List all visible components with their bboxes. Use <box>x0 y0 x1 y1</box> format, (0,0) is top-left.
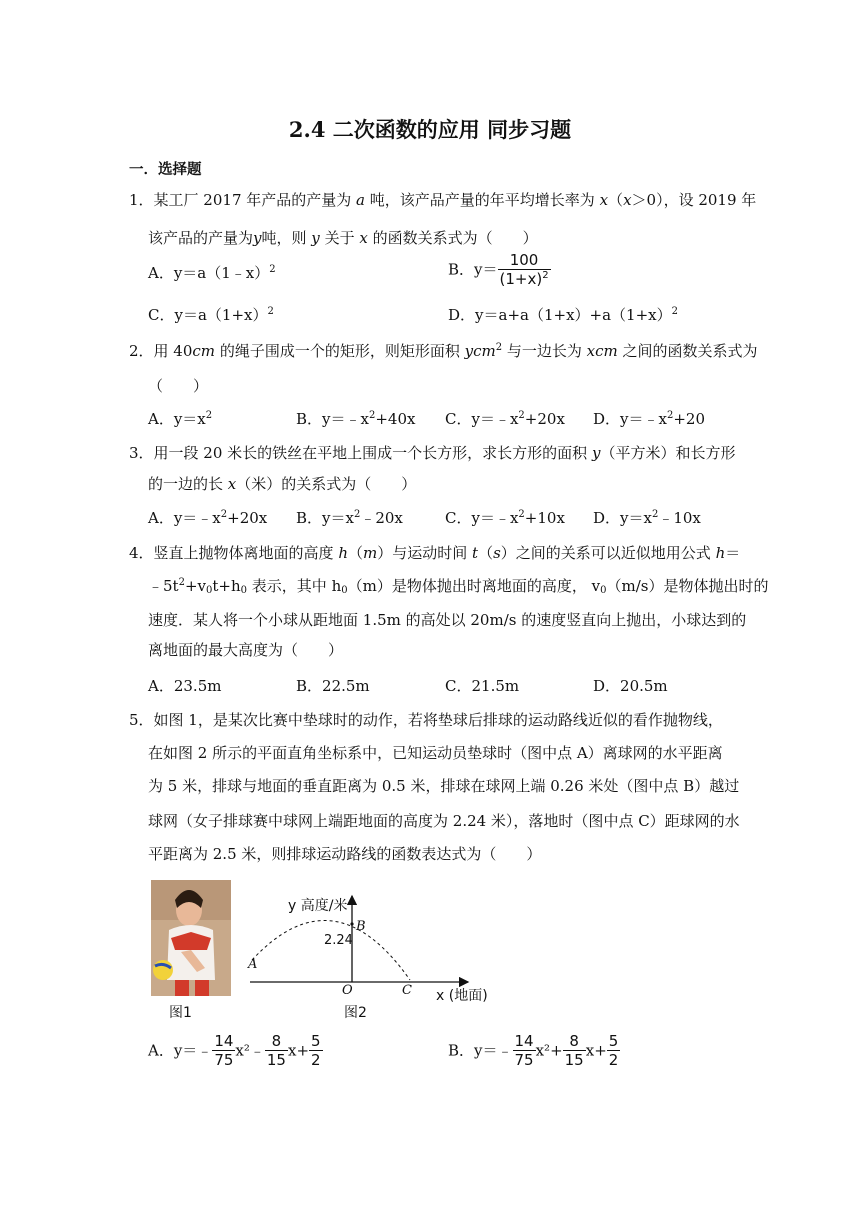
question-2-option-c[interactable]: C．$y=﹣x^2+20x$ <box>445 410 565 428</box>
figure-2-diagram <box>238 890 500 1020</box>
figure-2-label: 图2 <box>344 1005 367 1021</box>
question-5-line-3: 为 5 米，排球与地面的垂直距离为 0.5 米，排球在球网上端 0.26 米处（图中点 B）越过 <box>148 777 740 795</box>
question-5-option-b[interactable]: B．y＝﹣ $\frac{14}{75}$ x²+ $\frac{8}{15}$ x+ $\frac{5}{2}$ <box>448 1032 619 1069</box>
question-5-option-a[interactable]: A．y＝﹣ $\frac{14}{75}$ x²﹣ $\frac{8}{15}$ x+ $\frac{5}{2}$ <box>148 1032 321 1069</box>
question-5-line-1: 5．如图 1，是某次比赛中垫球时的动作，若将垫球后排球的运动路线近似的看作抛物线， <box>129 711 723 729</box>
question-2-option-d[interactable]: D．$y=﹣x^2+20$ <box>593 410 705 428</box>
question-4-option-c[interactable]: C．21.5m <box>445 677 520 695</box>
question-4-line-3: 速度．某人将一个小球从距地面 1.5m 的高处以 20m/s 的速度竖直向上抛出，小球达到的 <box>148 611 747 629</box>
page-title: 2.4 二次函数的应用 同步习题 <box>288 117 572 142</box>
question-5-line-5: 平距离为 2.5 米，则排球运动路线的函数表达式为（ ） <box>148 845 542 863</box>
question-1-option-b[interactable]: B．y＝ $\frac{100}{(1+x)^2}$ <box>448 251 549 288</box>
question-4-line-2: $﹣5t^2+v_0t+h_0$ 表示，其中 $h_0(m)$是物体抛出时离地面的高度， $v_0(m/s)$是物体抛出时的 <box>148 577 769 596</box>
figure-1-label: 图1 <box>169 1005 192 1021</box>
point-c-label: C <box>402 983 412 998</box>
tick-label-2-24: 2.24 <box>324 933 353 948</box>
question-3-option-c[interactable]: C．$y=﹣x^2+10x$ <box>445 509 565 527</box>
parabola-path <box>252 920 410 980</box>
section-heading: 一．选择题 <box>129 161 202 178</box>
question-4-option-d[interactable]: D．20.5m <box>593 677 668 695</box>
question-1-option-a[interactable]: A．y＝a（1﹣x）$^2$ <box>148 264 276 282</box>
question-3-option-b[interactable]: B．$y=x^2﹣20x$ <box>296 509 403 527</box>
question-3-option-d[interactable]: D．$y=x^2﹣10x$ <box>593 509 701 527</box>
question-2-option-a[interactable]: A．$y=x^2$ <box>148 410 213 428</box>
question-1-option-c[interactable]: C．$y=a(1+x)^2$ <box>148 306 274 324</box>
question-2-line-1: 2．用 40cm 的绳子围成一个的矩形，则矩形面积 ycm$^2$ 与一边长为 xcm 之间的函数关系式为 <box>129 342 758 360</box>
question-1-option-d[interactable]: D．$y=a+a(1+x)+a(1+x)^2$ <box>448 306 678 324</box>
origin-label: O <box>342 983 353 998</box>
x-axis-label: x (地面) <box>436 988 488 1004</box>
point-b-label: B <box>356 919 366 934</box>
fraction: $\frac{100}{(1+x)^2}$ <box>499 251 549 288</box>
question-3-option-a[interactable]: A．$y=﹣x^2+20x$ <box>148 509 268 527</box>
question-4-line-4: 离地面的最大高度为（ ） <box>148 641 344 659</box>
question-1-line-2: 该产品的产量为y吨，则 y 关于 x 的函数关系式为（ ） <box>148 229 538 247</box>
y-axis-label: y 高度/米 <box>288 898 348 914</box>
question-3-line-2: 的一边的长 x（米）的关系式为（ ） <box>148 475 417 493</box>
question-2-line-2: （ ） <box>148 377 209 395</box>
question-1-line-1: 1．某工厂 2017 年产品的产量为 a 吨，该产品产量的年平均增长率为 x（x＞0），设 2019 年 <box>129 191 757 209</box>
question-5-line-2: 在如图 2 所示的平面直角坐标系中，已知运动员垫球时（图中点 A）离球网的水平距离 <box>148 744 723 762</box>
question-5-line-4: 球网（女子排球赛中球网上端距地面的高度为 2.24 米），落地时（图中点 C）距球网的水 <box>148 812 740 830</box>
question-3-line-1: 3．用一段 20 米长的铁丝在平地上围成一个长方形，求长方形的面积 y（平方米）和长方形 <box>129 444 736 462</box>
question-4-line-1: 4．竖直上抛物体离地面的高度 h（m）与运动时间 t（s）之间的关系可以近似地用公式 h＝ <box>129 544 741 562</box>
question-4-option-a[interactable]: A．23.5m <box>148 677 222 695</box>
point-a-label: A <box>248 957 258 972</box>
question-2-option-b[interactable]: B．$y=﹣x^2+40x$ <box>296 410 416 428</box>
volleyball-player-photo <box>151 880 231 996</box>
question-4-option-b[interactable]: B．22.5m <box>296 677 370 695</box>
